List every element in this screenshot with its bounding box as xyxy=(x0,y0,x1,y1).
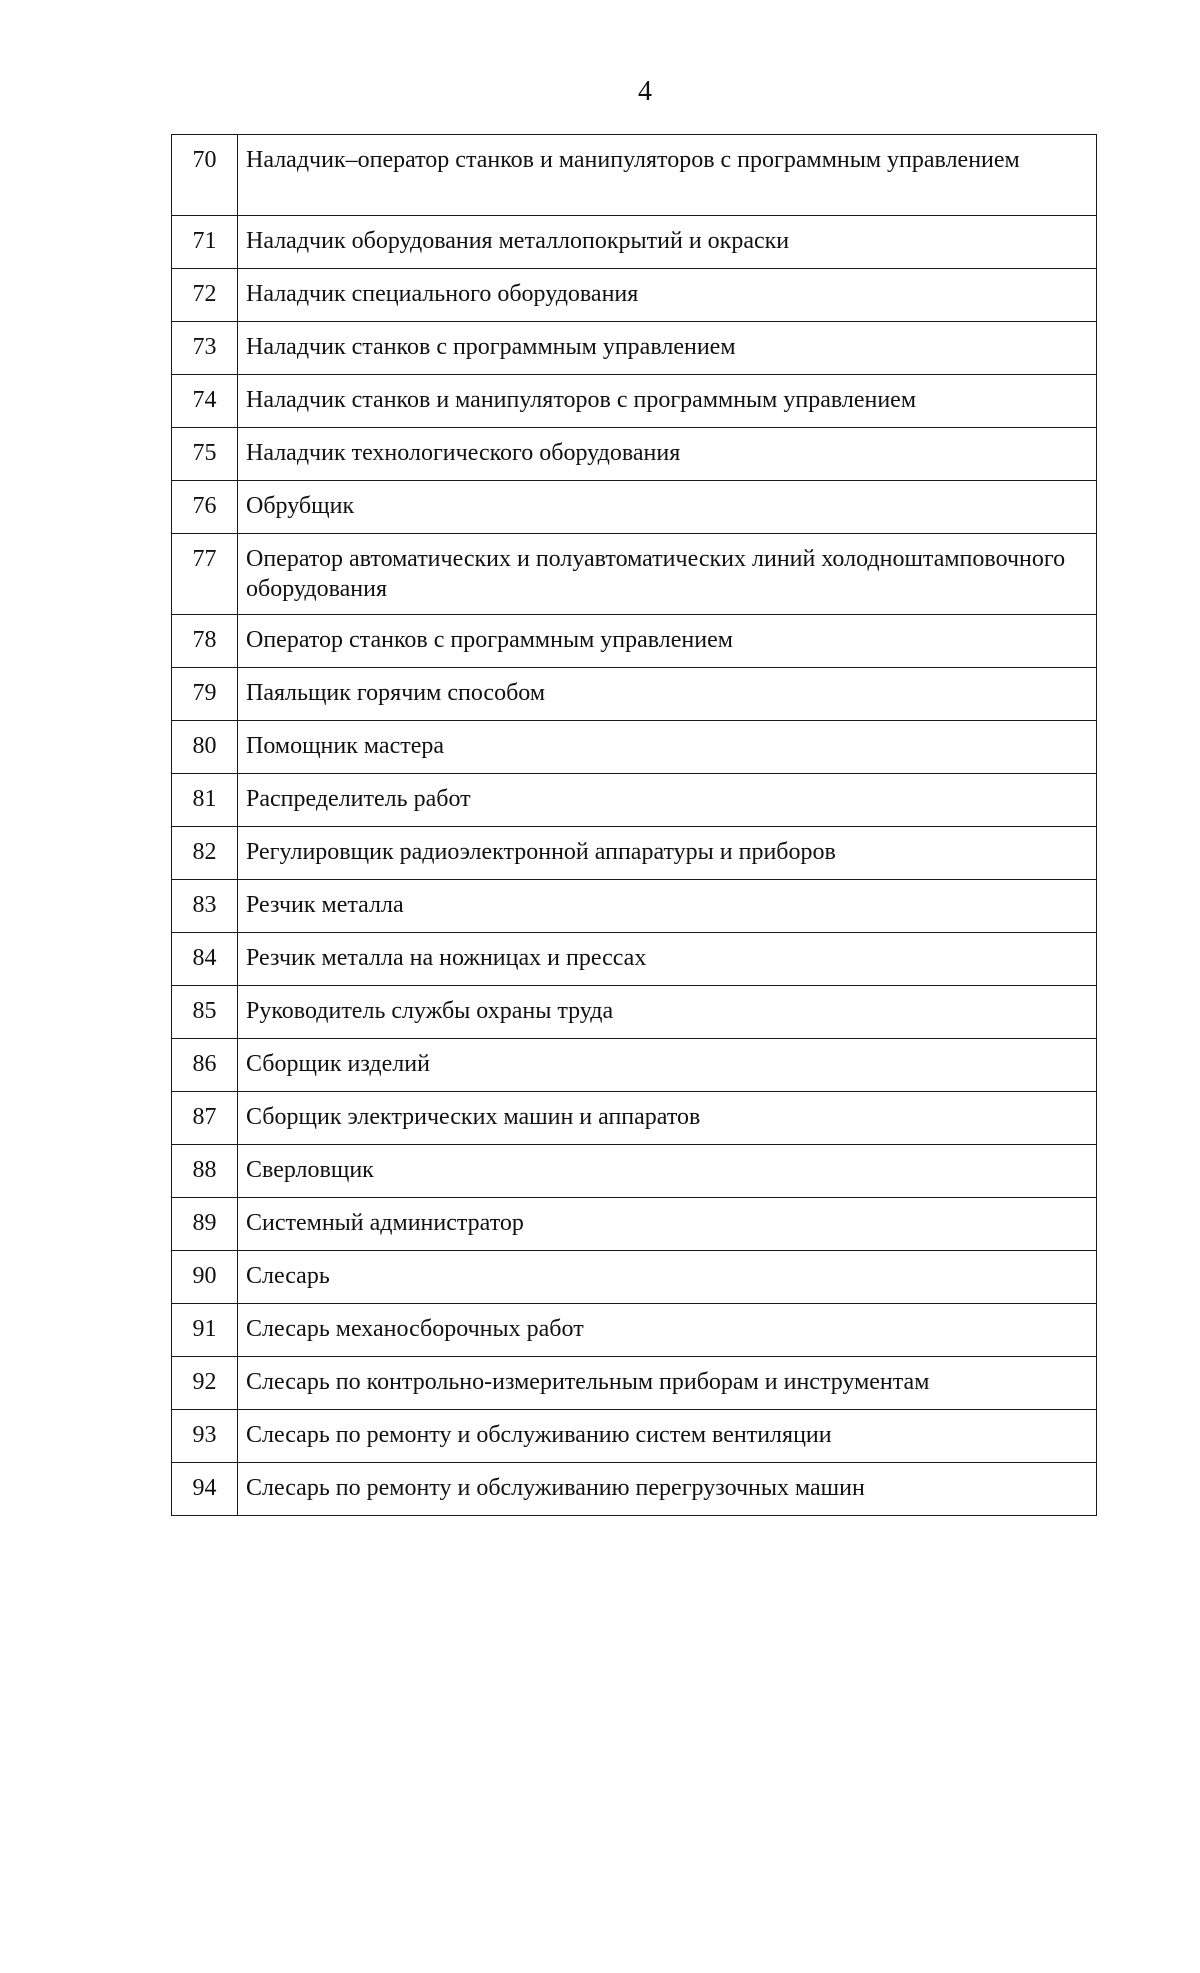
table-row xyxy=(172,933,1097,986)
row-number: 89 xyxy=(172,1198,238,1251)
table-row xyxy=(172,1304,1097,1357)
table-row xyxy=(172,1410,1097,1463)
profession-name: Руководитель службы охраны труда xyxy=(238,986,1097,1039)
table-row xyxy=(172,668,1097,721)
table-row xyxy=(172,322,1097,375)
table-row xyxy=(172,721,1097,774)
profession-name: Слесарь по контрольно-измерительным приборам и инструментам xyxy=(238,1357,1097,1410)
row-number: 93 xyxy=(172,1410,238,1463)
table-row xyxy=(172,135,1097,216)
row-number: 94 xyxy=(172,1463,238,1516)
row-number: 76 xyxy=(172,481,238,534)
profession-name: Слесарь по ремонту и обслуживанию перегрузочных машин xyxy=(238,1463,1097,1516)
row-number: 70 xyxy=(172,135,238,216)
row-number: 91 xyxy=(172,1304,238,1357)
profession-name: Сборщик изделий xyxy=(238,1039,1097,1092)
profession-name: Наладчик–оператор станков и манипуляторов с программным управлением xyxy=(238,135,1097,216)
table-row xyxy=(172,534,1097,615)
row-number: 87 xyxy=(172,1092,238,1145)
profession-name: Резчик металла на ножницах и прессах xyxy=(238,933,1097,986)
profession-name: Наладчик станков и манипуляторов с программным управлением xyxy=(238,375,1097,428)
table-row xyxy=(172,375,1097,428)
profession-name: Наладчик специального оборудования xyxy=(238,269,1097,322)
table-row xyxy=(172,986,1097,1039)
table-row xyxy=(172,1092,1097,1145)
profession-name: Регулировщик радиоэлектронной аппаратуры и приборов xyxy=(238,827,1097,880)
table-row xyxy=(172,216,1097,269)
row-number: 81 xyxy=(172,774,238,827)
profession-name: Помощник мастера xyxy=(238,721,1097,774)
row-number: 71 xyxy=(172,216,238,269)
row-number: 86 xyxy=(172,1039,238,1092)
table-row xyxy=(172,1039,1097,1092)
table-row xyxy=(172,1357,1097,1410)
row-number: 83 xyxy=(172,880,238,933)
profession-name: Обрубщик xyxy=(238,481,1097,534)
table-row xyxy=(172,1463,1097,1516)
row-number: 73 xyxy=(172,322,238,375)
profession-name: Слесарь по ремонту и обслуживанию систем вентиляции xyxy=(238,1410,1097,1463)
row-number: 75 xyxy=(172,428,238,481)
profession-name: Сверловщик xyxy=(238,1145,1097,1198)
table-row xyxy=(172,1251,1097,1304)
profession-name: Наладчик станков с программным управлением xyxy=(238,322,1097,375)
row-number: 84 xyxy=(172,933,238,986)
row-number: 88 xyxy=(172,1145,238,1198)
table-row xyxy=(172,428,1097,481)
profession-name: Слесарь xyxy=(238,1251,1097,1304)
row-number: 80 xyxy=(172,721,238,774)
table-row xyxy=(172,880,1097,933)
table-row xyxy=(172,481,1097,534)
row-number: 85 xyxy=(172,986,238,1039)
row-number: 74 xyxy=(172,375,238,428)
table-row xyxy=(172,1145,1097,1198)
profession-name: Оператор автоматических и полуавтоматических линий холодноштамповочного оборудования xyxy=(238,534,1097,615)
profession-name: Наладчик технологического оборудования xyxy=(238,428,1097,481)
table-row xyxy=(172,774,1097,827)
profession-name: Распределитель работ xyxy=(238,774,1097,827)
profession-name: Оператор станков с программным управлением xyxy=(238,615,1097,668)
table-row xyxy=(172,269,1097,322)
table-row xyxy=(172,827,1097,880)
profession-name: Паяльщик горячим способом xyxy=(238,668,1097,721)
row-number: 72 xyxy=(172,269,238,322)
row-number: 77 xyxy=(172,534,238,615)
profession-name: Наладчик оборудования металлопокрытий и окраски xyxy=(238,216,1097,269)
profession-name: Сборщик электрических машин и аппаратов xyxy=(238,1092,1097,1145)
row-number: 82 xyxy=(172,827,238,880)
row-number: 92 xyxy=(172,1357,238,1410)
profession-table xyxy=(171,134,1097,1516)
profession-name: Слесарь механосборочных работ xyxy=(238,1304,1097,1357)
table-row xyxy=(172,1198,1097,1251)
profession-name: Системный администратор xyxy=(238,1198,1097,1251)
page-number: 4 xyxy=(638,76,652,107)
profession-name: Резчик металла xyxy=(238,880,1097,933)
row-number: 79 xyxy=(172,668,238,721)
row-number: 78 xyxy=(172,615,238,668)
table-row xyxy=(172,615,1097,668)
row-number: 90 xyxy=(172,1251,238,1304)
